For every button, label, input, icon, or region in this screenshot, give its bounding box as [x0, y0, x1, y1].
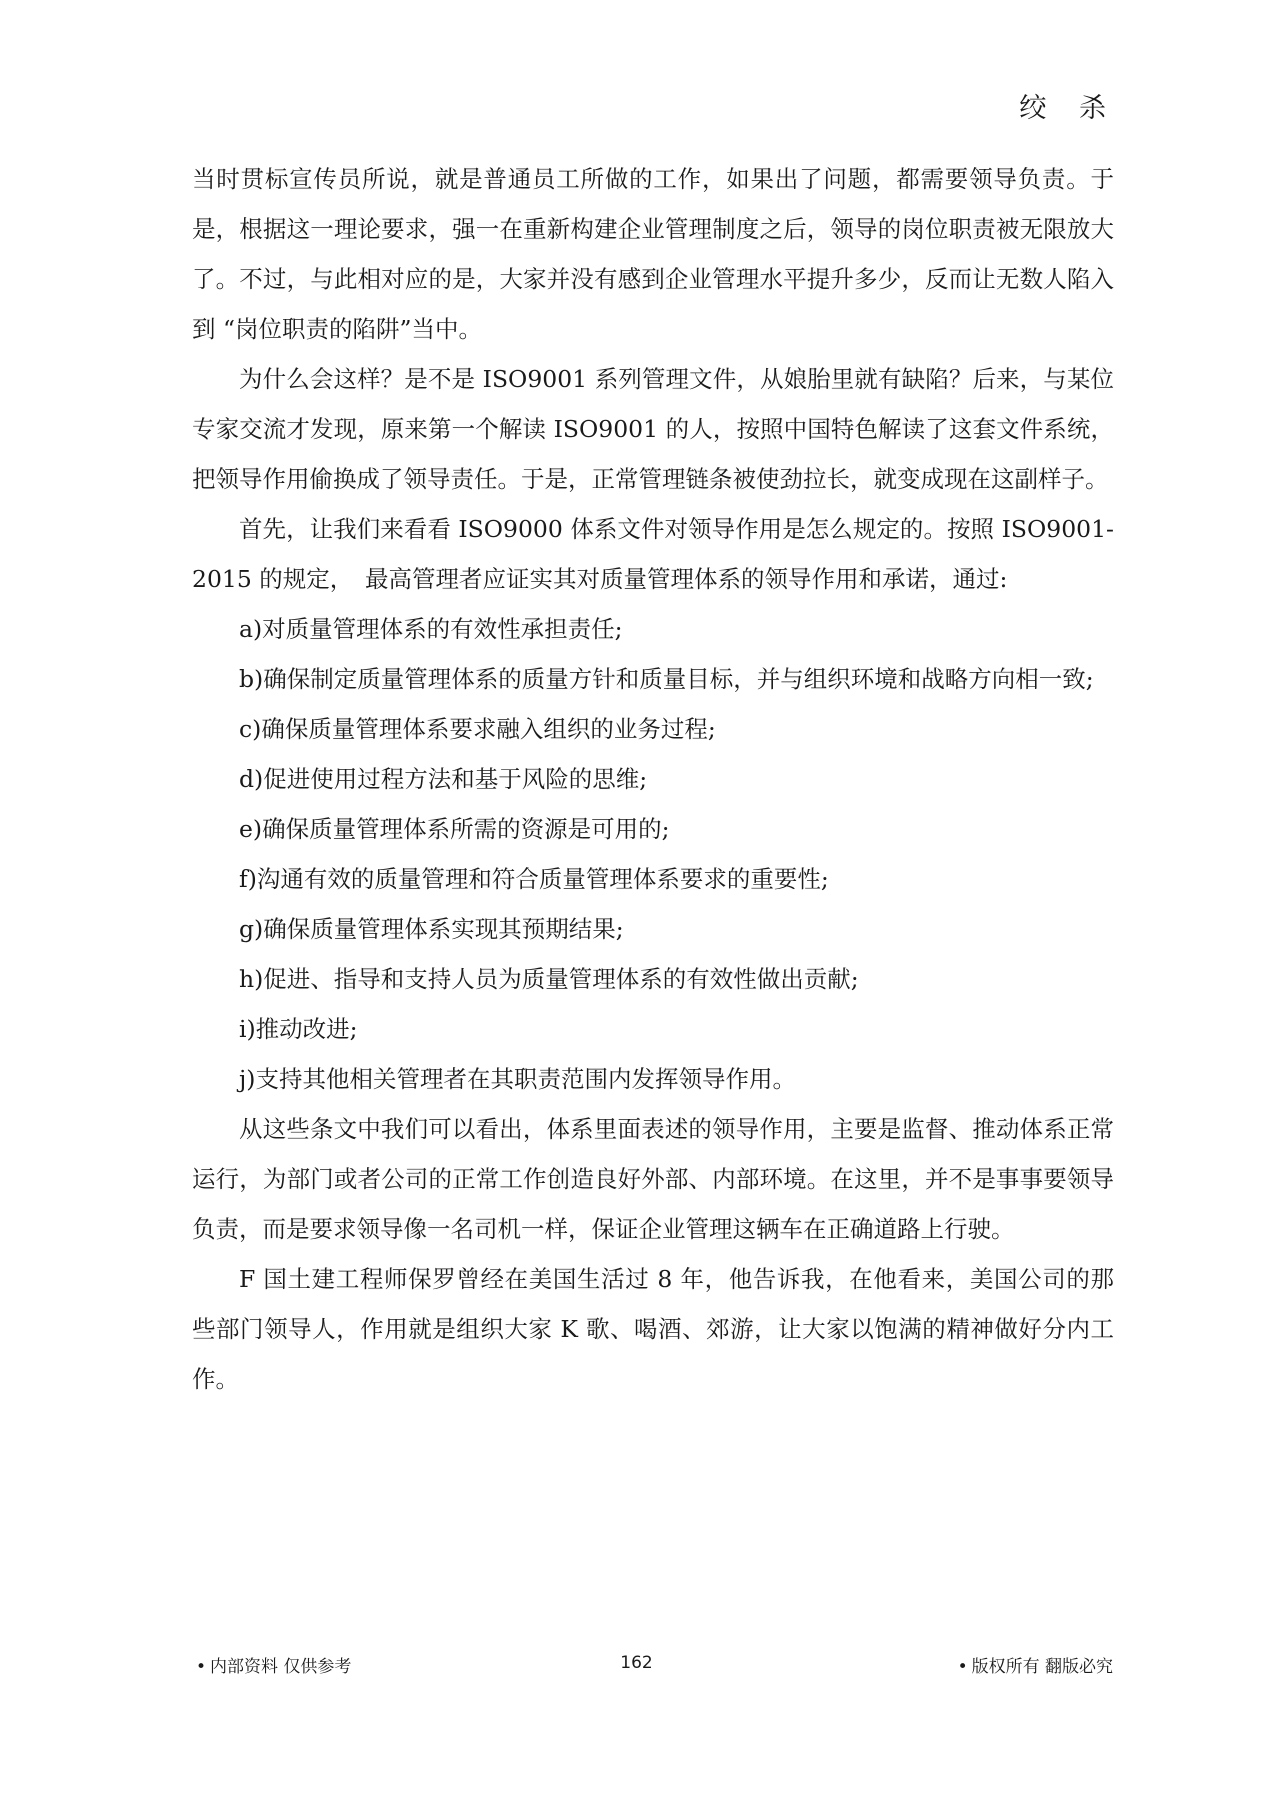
paragraph-continued: 当时贯标宣传员所说，就是普通员工所做的工作，如果出了问题，都需要领导负责。于是，根据这一理论要求，强一在重新构建企业管理制度之后，领导的岗位职责被无限放大了。不过，与此相对应的是，大家并没有感到企业管理水平提升多少，反而让无数人陷入到 “岗位职责的陷阱”当中。 [192, 165, 1114, 343]
paragraph: 首先，让我们来看看 ISO9000 体系文件对领导作用是怎么规定的。按照 ISO9001-2015 的规定， 最高管理者应证实其对质量管理体系的领导作用和承诺，通过: [192, 515, 1114, 593]
list-item-i: i)推动改进; [239, 1015, 358, 1043]
page-number: 162 [620, 1653, 653, 1673]
paragraph: 从这些条文中我们可以看出，体系里面表述的领导作用，主要是监督、推动体系正常运行，为部门或者公司的正常工作创造良好外部、内部环境。在这里，并不是事事要领导负责，而是要求领导像一名司机一样，保证企业管理这辆车在正确道路上行驶。 [192, 1115, 1114, 1243]
running-header-title: 绞 杀 [1019, 93, 1118, 124]
footer-left-text: 内部资料 仅供参考 [210, 1657, 352, 1677]
paragraph: 为什么会这样？是不是 ISO9001 系列管理文件，从娘胎里就有缺陷？后来，与某位专家交流才发现，原来第一个解读 ISO9001 的人，按照中国特色解读了这套文件系统，把领导作用偷换成了领导责任。于是，正常管理链条被使劲拉长，就变成现在这副样子。 [192, 365, 1114, 493]
list-item-a: a)对质量管理体系的有效性承担责任; [239, 615, 623, 643]
list-item-b: b)确保制定质量管理体系的质量方针和质量目标，并与组织环境和战略方向相一致; [239, 665, 1094, 693]
list-item-c: c)确保质量管理体系要求融入组织的业务过程; [239, 715, 716, 743]
list-item-g: g)确保质量管理体系实现其预期结果; [239, 915, 624, 943]
bullet-icon: • [957, 1657, 968, 1677]
paragraph: F 国土建工程师保罗曾经在美国生活过 8 年，他告诉我，在他看来，美国公司的那些部门领导人，作用就是组织大家 K 歌、喝酒、郊游，让大家以饱满的精神做好分内工作。 [192, 1265, 1114, 1393]
list-item-j: j)支持其他相关管理者在其职责范围内发挥领导作用。 [239, 1065, 796, 1093]
list-item-d: d)促进使用过程方法和基于风险的思维; [239, 765, 648, 793]
list-item-h: h)促进、指导和支持人员为质量管理体系的有效性做出贡献; [239, 965, 859, 993]
footer-notice-right [958, 1655, 1113, 1679]
footer-right-text: 版权所有 翻版必究 [971, 1657, 1113, 1677]
page-body [192, 154, 1114, 1404]
list-item-f: f)沟通有效的质量管理和符合质量管理体系要求的重要性; [239, 865, 829, 893]
bullet-icon: • [196, 1657, 207, 1677]
list-item-e: e)确保质量管理体系所需的资源是可用的; [239, 815, 670, 843]
